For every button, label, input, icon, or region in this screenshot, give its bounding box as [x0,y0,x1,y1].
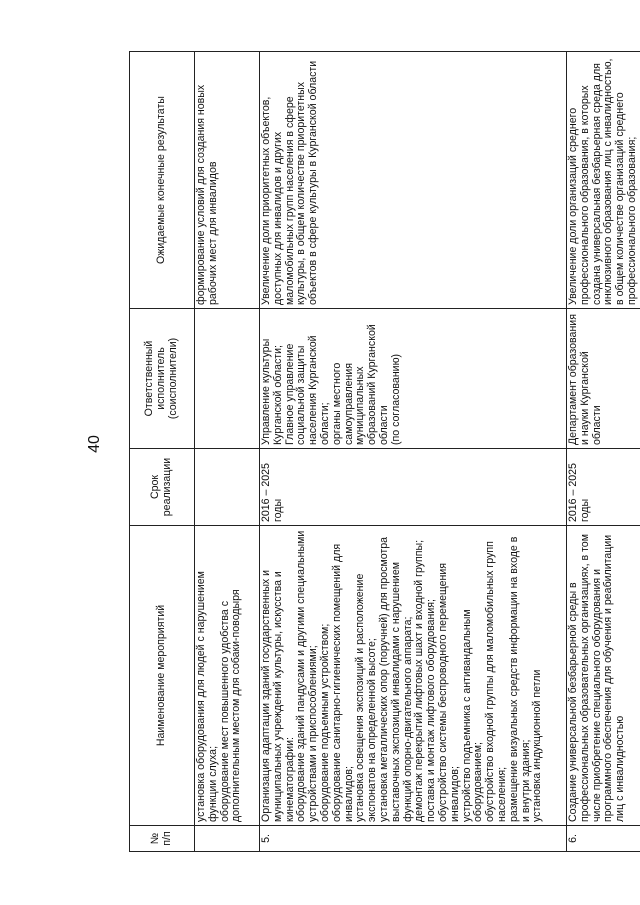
row-name-line: установка оборудования для людей с нарушением функции слуха; [195,571,219,822]
table-header-row [130,52,195,852]
row-executor-line: Главное управление социальной защиты населения Курганской области; [283,335,331,445]
row-num [195,826,260,852]
table-row [195,52,260,852]
row-executor [567,309,640,449]
row-name-line: оборудование санитарно-гигиенических помещений для инвалидов; [330,543,355,822]
row-name-line: обустройство входной группы для маломобильных групп населения; [484,541,508,822]
row-executor-line: органы местного самоуправления муниципальных образований Курганской области [330,324,390,445]
row-num: 6. [567,826,640,852]
header-term: Срок реализации [130,449,195,526]
row-results-line: формирование условий для создания новых рабочих мест для инвалидов [195,84,219,305]
row-name-line: демонтаж перекрытий лифтовых шахт и входной группы; [413,539,426,822]
row-name-line: Организация адаптации зданий государственных и муниципальных учреждений культуры, искусства и кинематографии: [260,569,296,822]
program-table [129,51,640,852]
row-executor [260,309,567,449]
row-name-line: оборудование мест повышенного удобства с дополнительным местом для собаки-поводыря [218,589,243,822]
header-executor: Ответственный исполнитель (соисполнители) [130,309,195,449]
row-term: 2016 – 2025 годы [567,449,640,526]
row-name-line: оборудование зданий пандусами и другими специальными устройствами и приспособлениями; [295,530,320,822]
row-results [567,52,640,309]
row-name [195,526,260,826]
row-executor-line: Департамент образования и науки Курганской области [567,314,603,445]
row-executor-line: (по согласованию) [389,353,402,445]
table-row [260,52,567,852]
row-name-line: поставка и монтаж лифтового оборудования; [425,599,438,822]
row-name-line: размещение визуальных средств информации на входе в и внутри здания; [507,536,532,822]
row-executor [195,309,260,449]
row-name-line: установка индукционной петли [531,669,544,822]
row-name-line: установка освещения экспозиций и расположение экспонатов на определенной высоте; [354,573,379,822]
row-num: 5. [260,826,567,852]
row-results-line: Увеличение доли организаций среднего профессионального образования, в которых создана универсальная безбарьерная среда для инклюзивного образования лиц с инвалидностью, в общем количестве организаций среднего профессионального образования; [567,58,638,305]
row-name-line: Создание универсальной безбарьерной среды в профессиональных образовательных организациях, в том числе приобретение специального оборудования и программного обеспечения для обучения и реабилитации лиц с инвалидностью [567,534,627,822]
row-term: 2016 – 2025 годы [260,449,567,526]
row-results [260,52,567,309]
row-name-line: обустройство системы беспроводного перемещения инвалидов; [436,562,461,822]
row-name-line: установка металлических опор (поручней) для просмотра выставочных экспозиций инвалидами с нарушением функций опорно-двигательного аппарата; [377,536,414,822]
row-executor-line: Управление культуры Курганской области; [260,338,284,445]
header-num: № п/п [130,826,195,852]
table-row [567,52,640,852]
row-results-line: Увеличение доли приоритетных объектов, доступных для инвалидов и других маломобильных групп населения в сфере культуры, в общем количестве приоритетных объектов в сфере культуры в Курганской области [260,60,320,305]
page-number: 40 [86,435,103,453]
row-name [567,526,640,826]
row-name [260,526,567,826]
rotated-table-container [129,52,638,852]
row-results [195,52,260,309]
row-term [195,449,260,526]
header-results: Ожидаемые конечные результаты [130,52,195,309]
header-name: Наименование мероприятий [130,526,195,826]
row-name-line: устройство подъемника с антивандальным оборудованием; [460,609,485,822]
row-name-line: оборудование подъемным устройством; [318,623,331,822]
